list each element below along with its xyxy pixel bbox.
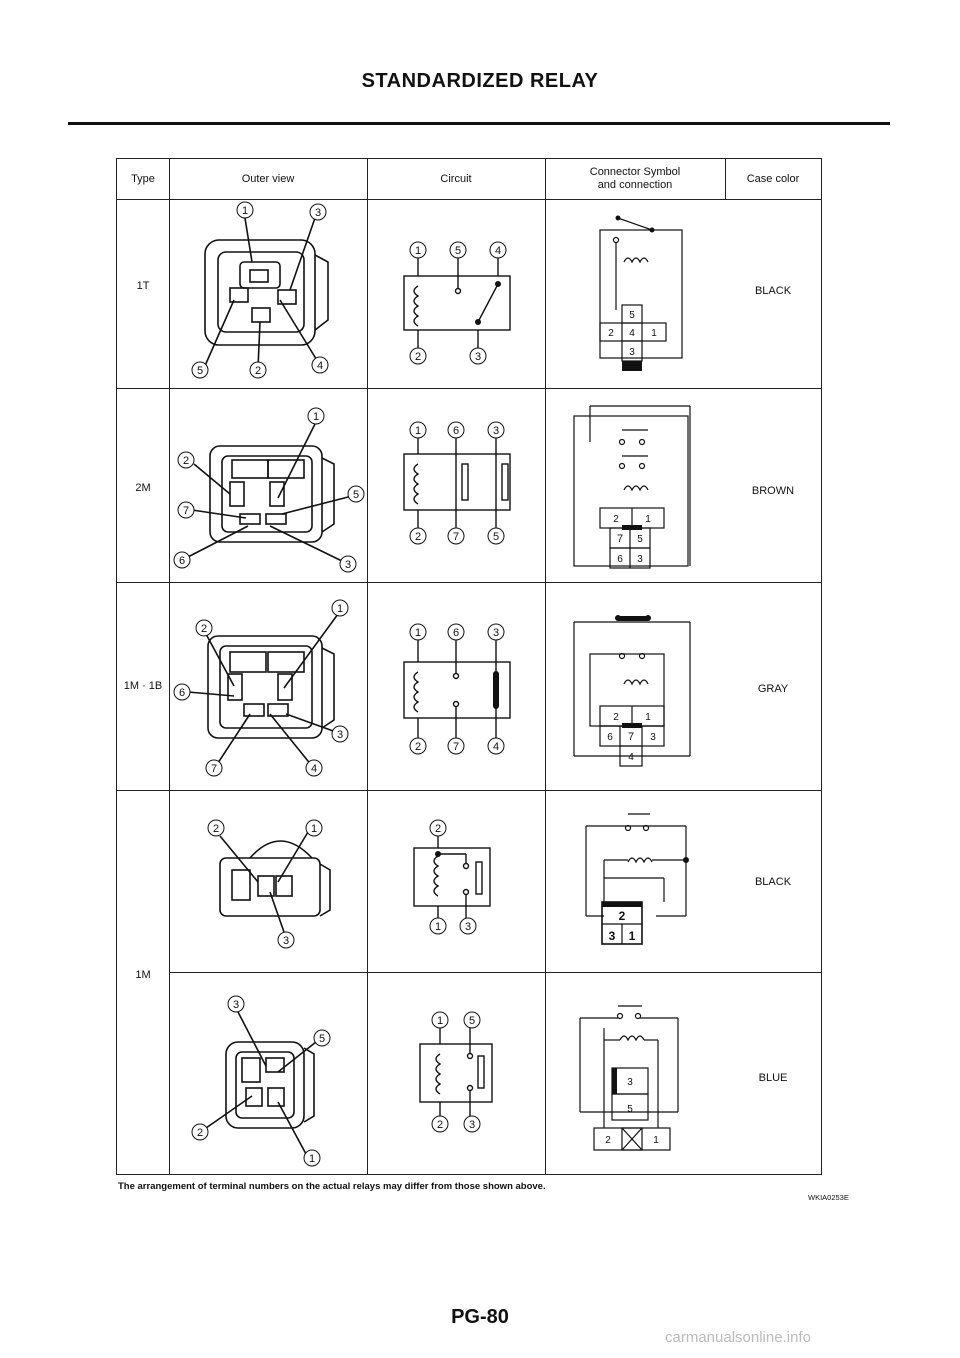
terminal-label: 1 [651, 328, 657, 339]
terminal-label: 1 [434, 921, 442, 933]
outer-view-2m [170, 402, 366, 578]
terminal-label: 2 [618, 909, 626, 923]
terminal-label: 5 [637, 534, 643, 545]
terminal-label: 5 [468, 1015, 476, 1027]
terminal-label: 2 [414, 531, 422, 543]
terminal-label: 3 [474, 351, 482, 363]
title-rule [68, 122, 890, 125]
terminal-label: 3 [314, 207, 322, 219]
terminal-label: 6 [617, 554, 623, 565]
terminal-label: 4 [310, 763, 318, 775]
header-type: Type [131, 172, 155, 185]
case-color-label: BLACK [754, 876, 792, 888]
type-label: 1T [136, 280, 150, 292]
terminal-label: 3 [336, 729, 344, 741]
terminal-label: 5 [627, 1104, 633, 1115]
circuit-1m-black [404, 816, 504, 940]
terminal-label: 1 [645, 514, 651, 525]
page-number: PG-80 [451, 1306, 509, 1328]
terminal-label: 2 [414, 351, 422, 363]
terminal-label: 7 [616, 533, 624, 545]
connector-1m-black [576, 806, 696, 954]
terminal-label: 3 [650, 732, 656, 743]
header-outer-view: Outer view [241, 172, 295, 185]
terminal-label: 2 [608, 328, 614, 339]
terminal-label: 2 [182, 455, 190, 467]
header-case-color: Case color [746, 172, 800, 185]
grid-line [117, 582, 821, 583]
case-color-label: BROWN [751, 485, 795, 497]
connector-1m1b [566, 610, 696, 774]
grid-line [117, 388, 821, 389]
terminal-label: 2 [605, 1135, 611, 1146]
case-color-label: GRAY [757, 683, 789, 695]
header-connector-line1: Connector Symbol [589, 166, 681, 178]
terminal-label: 3 [627, 1077, 633, 1088]
terminal-label: 5 [196, 365, 204, 377]
circuit-1m1b [390, 618, 522, 760]
terminal-label: 5 [629, 310, 635, 321]
terminal-label: 5 [352, 489, 360, 501]
terminal-label: 2 [196, 1127, 204, 1139]
terminal-label: 7 [210, 763, 218, 775]
connector-1m-blue [572, 998, 692, 1158]
terminal-label: 2 [436, 1119, 444, 1131]
terminal-label: 2 [212, 823, 220, 835]
watermark: carmanualsonline.info [665, 1329, 811, 1346]
terminal-label: 1 [645, 712, 651, 723]
terminal-label: 2 [613, 712, 619, 723]
connector-2m [566, 402, 696, 574]
terminal-label: 2 [254, 365, 262, 377]
outer-view-1m1b [170, 596, 366, 778]
terminal-label: 3 [232, 999, 240, 1011]
terminal-label: 3 [492, 425, 500, 437]
terminal-label: 3 [629, 347, 635, 358]
terminal-label: 2 [414, 741, 422, 753]
grid-line [117, 790, 821, 791]
type-label: 1M · 1B [123, 680, 163, 692]
header-connector-line2: and connection [597, 179, 673, 191]
terminal-label: 1 [653, 1135, 659, 1146]
terminal-label: 1 [312, 411, 320, 423]
type-label: 2M [135, 482, 151, 494]
grid-line [169, 972, 821, 973]
terminal-label: 1 [310, 823, 318, 835]
terminal-label: 1 [414, 425, 422, 437]
outer-view-1m-blue [182, 992, 352, 1170]
terminal-label: 4 [494, 245, 502, 257]
outer-view-1t [170, 200, 366, 386]
terminal-label: 6 [178, 687, 186, 699]
terminal-label: 5 [318, 1033, 326, 1045]
terminal-label: 2 [200, 623, 208, 635]
footnote: The arrangement of terminal numbers on the actual relays may differ from those shown above. [118, 1181, 546, 1192]
terminal-label: 4 [628, 752, 634, 763]
terminal-label: 6 [452, 425, 460, 437]
terminal-label: 3 [637, 554, 643, 565]
terminal-label: 2 [613, 514, 619, 525]
terminal-label: 3 [468, 1119, 476, 1131]
terminal-label: 6 [607, 732, 613, 743]
terminal-label: 5 [454, 245, 462, 257]
terminal-label: 3 [282, 935, 290, 947]
terminal-label: 7 [627, 731, 635, 743]
page-title: STANDARDIZED RELAY [361, 70, 599, 92]
terminal-label: 1 [241, 205, 249, 217]
terminal-label: 1 [436, 1015, 444, 1027]
terminal-label: 1 [336, 603, 344, 615]
terminal-label: 4 [629, 328, 635, 339]
terminal-label: 7 [182, 505, 190, 517]
terminal-label: 3 [492, 627, 500, 639]
header-circuit: Circuit [440, 172, 472, 185]
header-connector [545, 159, 725, 199]
circuit-2m [390, 416, 522, 550]
circuit-1t [390, 236, 522, 370]
terminal-label: 2 [434, 823, 442, 835]
terminal-label: 3 [608, 929, 616, 943]
terminal-label: 6 [452, 627, 460, 639]
terminal-label: 1 [308, 1153, 316, 1165]
grid-line [367, 159, 368, 1174]
terminal-label: 5 [492, 531, 500, 543]
terminal-label: 4 [492, 741, 500, 753]
terminal-label: 1 [414, 245, 422, 257]
terminal-label: 1 [628, 929, 636, 943]
terminal-label: 7 [452, 741, 460, 753]
terminal-label: 4 [316, 360, 324, 372]
circuit-1m-blue [410, 1008, 506, 1136]
terminal-label: 7 [452, 531, 460, 543]
case-color-label: BLUE [758, 1072, 788, 1084]
terminal-label: 6 [178, 555, 186, 567]
type-label: 1M [135, 969, 151, 981]
terminal-label: 1 [414, 627, 422, 639]
terminal-label: 3 [344, 559, 352, 571]
figure-code: WKIA0253E [808, 1193, 849, 1202]
terminal-label: 3 [464, 921, 472, 933]
grid-line [725, 159, 726, 199]
outer-view-1m-black [190, 812, 350, 956]
connector-1t [580, 210, 690, 376]
case-color-label: BLACK [754, 285, 792, 297]
grid-line [545, 159, 546, 1174]
